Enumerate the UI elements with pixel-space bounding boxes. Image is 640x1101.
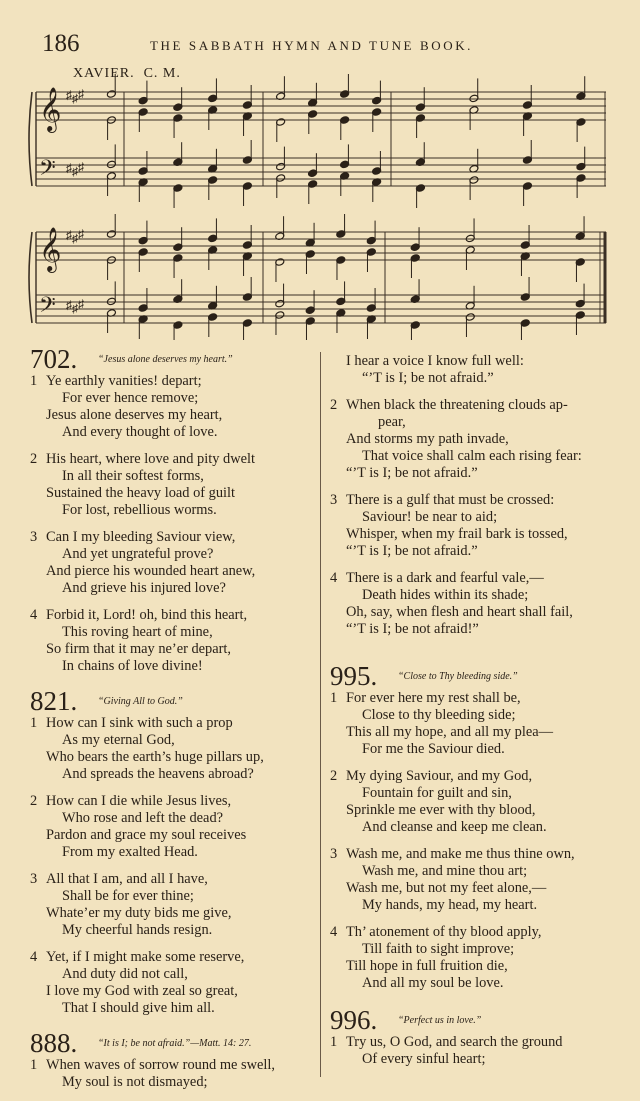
hymn-heading — [330, 1006, 620, 1034]
hymn-number: 888. — [30, 1028, 78, 1058]
stanza-gap — [30, 939, 310, 949]
stanza — [330, 397, 620, 482]
stanza-number: 1 — [30, 1057, 38, 1073]
verse-text: Th’ atonement of thy blood apply, — [346, 924, 542, 940]
sharp-sign: ♯ — [66, 298, 72, 312]
stanza-number: 1 — [30, 715, 38, 731]
verse-line: This all my hope, and all my plea— — [346, 724, 554, 740]
stanza-gap — [330, 560, 620, 570]
stanza-number: 1 — [330, 1034, 338, 1050]
verse-line — [330, 1034, 620, 1051]
verse-line: Pardon and grace my soul receives — [46, 827, 247, 843]
verse-text: There is a dark and fearful vale,— — [346, 570, 544, 586]
verse-line: “’T is I; be not afraid.” — [346, 543, 478, 559]
stanza-gap — [330, 638, 620, 648]
verse-line: Sustained the heavy load of guilt — [46, 485, 236, 501]
stanza-number: 3 — [330, 846, 338, 862]
bass-clef: 𝄢 — [39, 293, 56, 323]
sharp-sign: ♯ — [78, 87, 84, 101]
music-score — [0, 0, 640, 340]
verse-line: Of every sinful heart; — [362, 1051, 486, 1067]
stanza-gap — [30, 675, 310, 685]
stanza-gap — [30, 861, 310, 871]
stanza — [30, 451, 310, 519]
verse-text: Wash me, and make me thus thine own, — [346, 846, 575, 862]
hymn-heading — [330, 662, 620, 690]
verse-line: Wash me, but not my feet alone,— — [346, 880, 547, 896]
tune-name: XAVIER. — [73, 66, 135, 81]
stanza — [330, 924, 620, 992]
verse-line: And yet ungrateful prove? — [62, 546, 214, 562]
sharp-sign: ♯ — [78, 160, 84, 174]
sharp-sign: ♯ — [78, 297, 84, 311]
verse-line: My soul is not dismayed; — [62, 1074, 208, 1090]
stanza — [330, 768, 620, 836]
sharp-sign: ♯ — [72, 91, 78, 106]
verse-line: pear, — [378, 414, 406, 430]
verse-line: Wash me, and mine thou art; — [362, 863, 528, 879]
stanza-number: 4 — [30, 607, 38, 623]
verse-line: So firm that it may ne’er depart, — [46, 641, 232, 657]
verse-line: And grieve his injured love? — [62, 580, 226, 596]
verse-line: “’T is I; be not afraid.” — [346, 465, 478, 481]
verse-line: I hear a voice I know full well: — [346, 353, 524, 369]
hymn-heading — [30, 687, 310, 715]
verse-text: Forbid it, Lord! oh, bind this heart, — [46, 607, 248, 623]
stanza — [30, 529, 310, 597]
stanza-gap — [30, 519, 310, 529]
verse-text: Ye earthly vanities! depart; — [46, 373, 202, 389]
verse-text: My dying Saviour, and my God, — [346, 768, 533, 784]
hymn-heading — [30, 1029, 310, 1057]
verse-text: All that I am, and all I have, — [46, 871, 208, 887]
verse-line: Whate’er my duty bids me give, — [46, 905, 232, 921]
verse-line: Close to thy bleeding side; — [362, 707, 516, 723]
verse-text: For ever here my rest shall be, — [346, 690, 521, 706]
verse-line: Shall be for ever thine; — [62, 888, 194, 904]
stanza-gap — [330, 836, 620, 846]
verse-text: Can I my bleeding Saviour view, — [46, 529, 236, 545]
stanza — [30, 715, 310, 783]
verse-line — [330, 570, 620, 587]
hymn-number: 996. — [330, 1005, 378, 1035]
verse-line: Whisper, when my frail bark is tossed, — [346, 526, 568, 542]
verse-line: Saviour! be near to aid; — [362, 509, 498, 525]
verse-line — [30, 529, 310, 546]
verse-line: “’T is I; be not afraid.” — [362, 370, 494, 386]
verse-line: My cheerful hands resign. — [62, 922, 213, 938]
sharp-sign: ♯ — [72, 231, 78, 246]
verse-line: From my exalted Head. — [62, 844, 198, 860]
verse-line: In all their softest forms, — [62, 468, 204, 484]
verse-line: Sprinkle me ever with thy blood, — [346, 802, 536, 818]
verse-line — [330, 492, 620, 509]
hymn-subtitle: “It is I; be not afraid.”—Matt. 14: 27. — [98, 1038, 252, 1049]
stanza — [30, 373, 310, 441]
page-number: 186 — [42, 30, 80, 57]
verse-line — [30, 715, 310, 732]
stanza-gap — [330, 914, 620, 924]
verse-text: When black the threatening clouds ap- — [346, 397, 568, 413]
verse-line: And every thought of love. — [62, 424, 218, 440]
treble-clef: 𝄞 — [39, 87, 62, 131]
verse-line: In chains of love divine! — [62, 658, 203, 674]
continued-stanza — [330, 353, 620, 387]
verse-text: His heart, where love and pity dwelt — [46, 451, 256, 467]
stanza-number: 3 — [330, 492, 338, 508]
stanza-number: 2 — [30, 793, 38, 809]
hymn-heading — [30, 345, 310, 373]
verse-line: And storms my path invade, — [346, 431, 509, 447]
stanza-gap — [30, 441, 310, 451]
verse-text: There is a gulf that must be crossed: — [346, 492, 555, 508]
verse-line: Till faith to sight improve; — [362, 941, 515, 957]
verse-line: That I should give him all. — [62, 1000, 215, 1016]
stanza-gap — [330, 758, 620, 768]
stanza — [30, 607, 310, 675]
hymn-number: 995. — [330, 661, 378, 691]
sharp-sign: ♯ — [66, 228, 72, 242]
sharp-sign: ♯ — [66, 88, 72, 102]
stanza — [330, 846, 620, 914]
verse-line: For ever hence remove; — [62, 390, 199, 406]
stanza-gap — [330, 1068, 620, 1078]
verse-line — [330, 397, 620, 414]
stanza-number: 3 — [30, 871, 38, 887]
hymn-subtitle: “Giving All to God.” — [98, 696, 183, 707]
verse-line — [30, 451, 310, 468]
verse-line: And pierce his wounded heart anew, — [46, 563, 256, 579]
stanza-number: 3 — [30, 529, 38, 545]
hymn-subtitle: “Close to Thy bleeding side.” — [398, 671, 518, 682]
stanza — [330, 570, 620, 638]
verse-line: Who bears the earth’s huge pillars up, — [46, 749, 264, 765]
stanza-number: 2 — [330, 397, 338, 413]
verse-text: Try us, O God, and search the ground — [346, 1034, 563, 1050]
sharp-sign: ♯ — [72, 164, 78, 179]
verse-line — [30, 373, 310, 390]
stanza-number: 2 — [30, 451, 38, 467]
verse-line: Oh, say, when flesh and heart shall fail, — [346, 604, 573, 620]
verse-text: How can I die while Jesus lives, — [46, 793, 232, 809]
hymn-number: 821. — [30, 686, 78, 716]
verse-line — [330, 924, 620, 941]
verse-text: How can I sink with such a prop — [46, 715, 233, 731]
stanza — [330, 492, 620, 560]
sharp-sign: ♯ — [78, 227, 84, 241]
sharp-sign: ♯ — [66, 161, 72, 175]
stanza-gap — [330, 482, 620, 492]
verse-line — [30, 1057, 310, 1074]
stanza-gap — [30, 1091, 310, 1101]
verse-line — [330, 690, 620, 707]
tune-meter: C. M. — [143, 66, 181, 81]
right-column — [330, 353, 620, 1078]
stanza-gap — [330, 992, 620, 1002]
verse-line: This roving heart of mine, — [62, 624, 213, 640]
column-divider — [320, 352, 321, 1077]
bass-clef: 𝄢 — [39, 156, 56, 186]
stanza-number: 1 — [330, 690, 338, 706]
hymn-subtitle: “Jesus alone deserves my heart.” — [98, 354, 233, 365]
stanza-number: 4 — [330, 570, 338, 586]
verse-line: “’T is I; be not afraid!” — [346, 621, 479, 637]
verse-line: For lost, rebellious worms. — [62, 502, 217, 518]
verse-line: Death hides within its shade; — [362, 587, 529, 603]
verse-line — [330, 846, 620, 863]
system-brace — [29, 232, 32, 323]
verse-line: For me the Saviour died. — [362, 741, 505, 757]
left-column — [30, 345, 310, 1101]
stanza-number: 1 — [30, 373, 38, 389]
verse-line: Till hope in full fruition die, — [346, 958, 508, 974]
verse-line — [30, 949, 310, 966]
verse-line: Jesus alone deserves my heart, — [46, 407, 223, 423]
verse-line: As my eternal God, — [62, 732, 175, 748]
stanza — [30, 871, 310, 939]
stanza-number: 4 — [30, 949, 38, 965]
verse-line: Fountain for guilt and sin, — [362, 785, 512, 801]
verse-line: I love my God with zeal so great, — [46, 983, 238, 999]
verse-line: And spreads the heavens abroad? — [62, 766, 254, 782]
verse-line: And all my soul be love. — [362, 975, 504, 991]
running-head: THE SABBATH HYMN AND TUNE BOOK. — [150, 38, 474, 53]
stanza-number: 4 — [330, 924, 338, 940]
stanza-number: 2 — [330, 768, 338, 784]
stanza-gap — [330, 387, 620, 397]
sharp-sign: ♯ — [72, 301, 78, 316]
verse-line — [30, 793, 310, 810]
hymn-number: 702. — [30, 344, 78, 374]
verse-line: My hands, my head, my heart. — [362, 897, 538, 913]
verse-line: That voice shall calm each rising fear: — [362, 448, 582, 464]
stanza — [30, 949, 310, 1017]
verse-line: And duty did not call, — [62, 966, 188, 982]
verse-line: Who rose and left the dead? — [62, 810, 224, 826]
stanza-gap — [30, 783, 310, 793]
stanza — [330, 1034, 620, 1068]
stanza — [330, 690, 620, 758]
verse-line — [30, 607, 310, 624]
hymn-subtitle: “Perfect us in love.” — [398, 1015, 482, 1026]
stanza-gap — [30, 1017, 310, 1027]
verse-line — [30, 871, 310, 888]
verse-text: When waves of sorrow round me swell, — [46, 1057, 275, 1073]
verse-line: And cleanse and keep me clean. — [362, 819, 547, 835]
treble-clef: 𝄞 — [39, 227, 62, 271]
verse-line — [330, 768, 620, 785]
stanza — [30, 793, 310, 861]
verse-text: Yet, if I might make some reserve, — [46, 949, 245, 965]
stanza-gap — [30, 597, 310, 607]
system-brace — [29, 92, 32, 186]
